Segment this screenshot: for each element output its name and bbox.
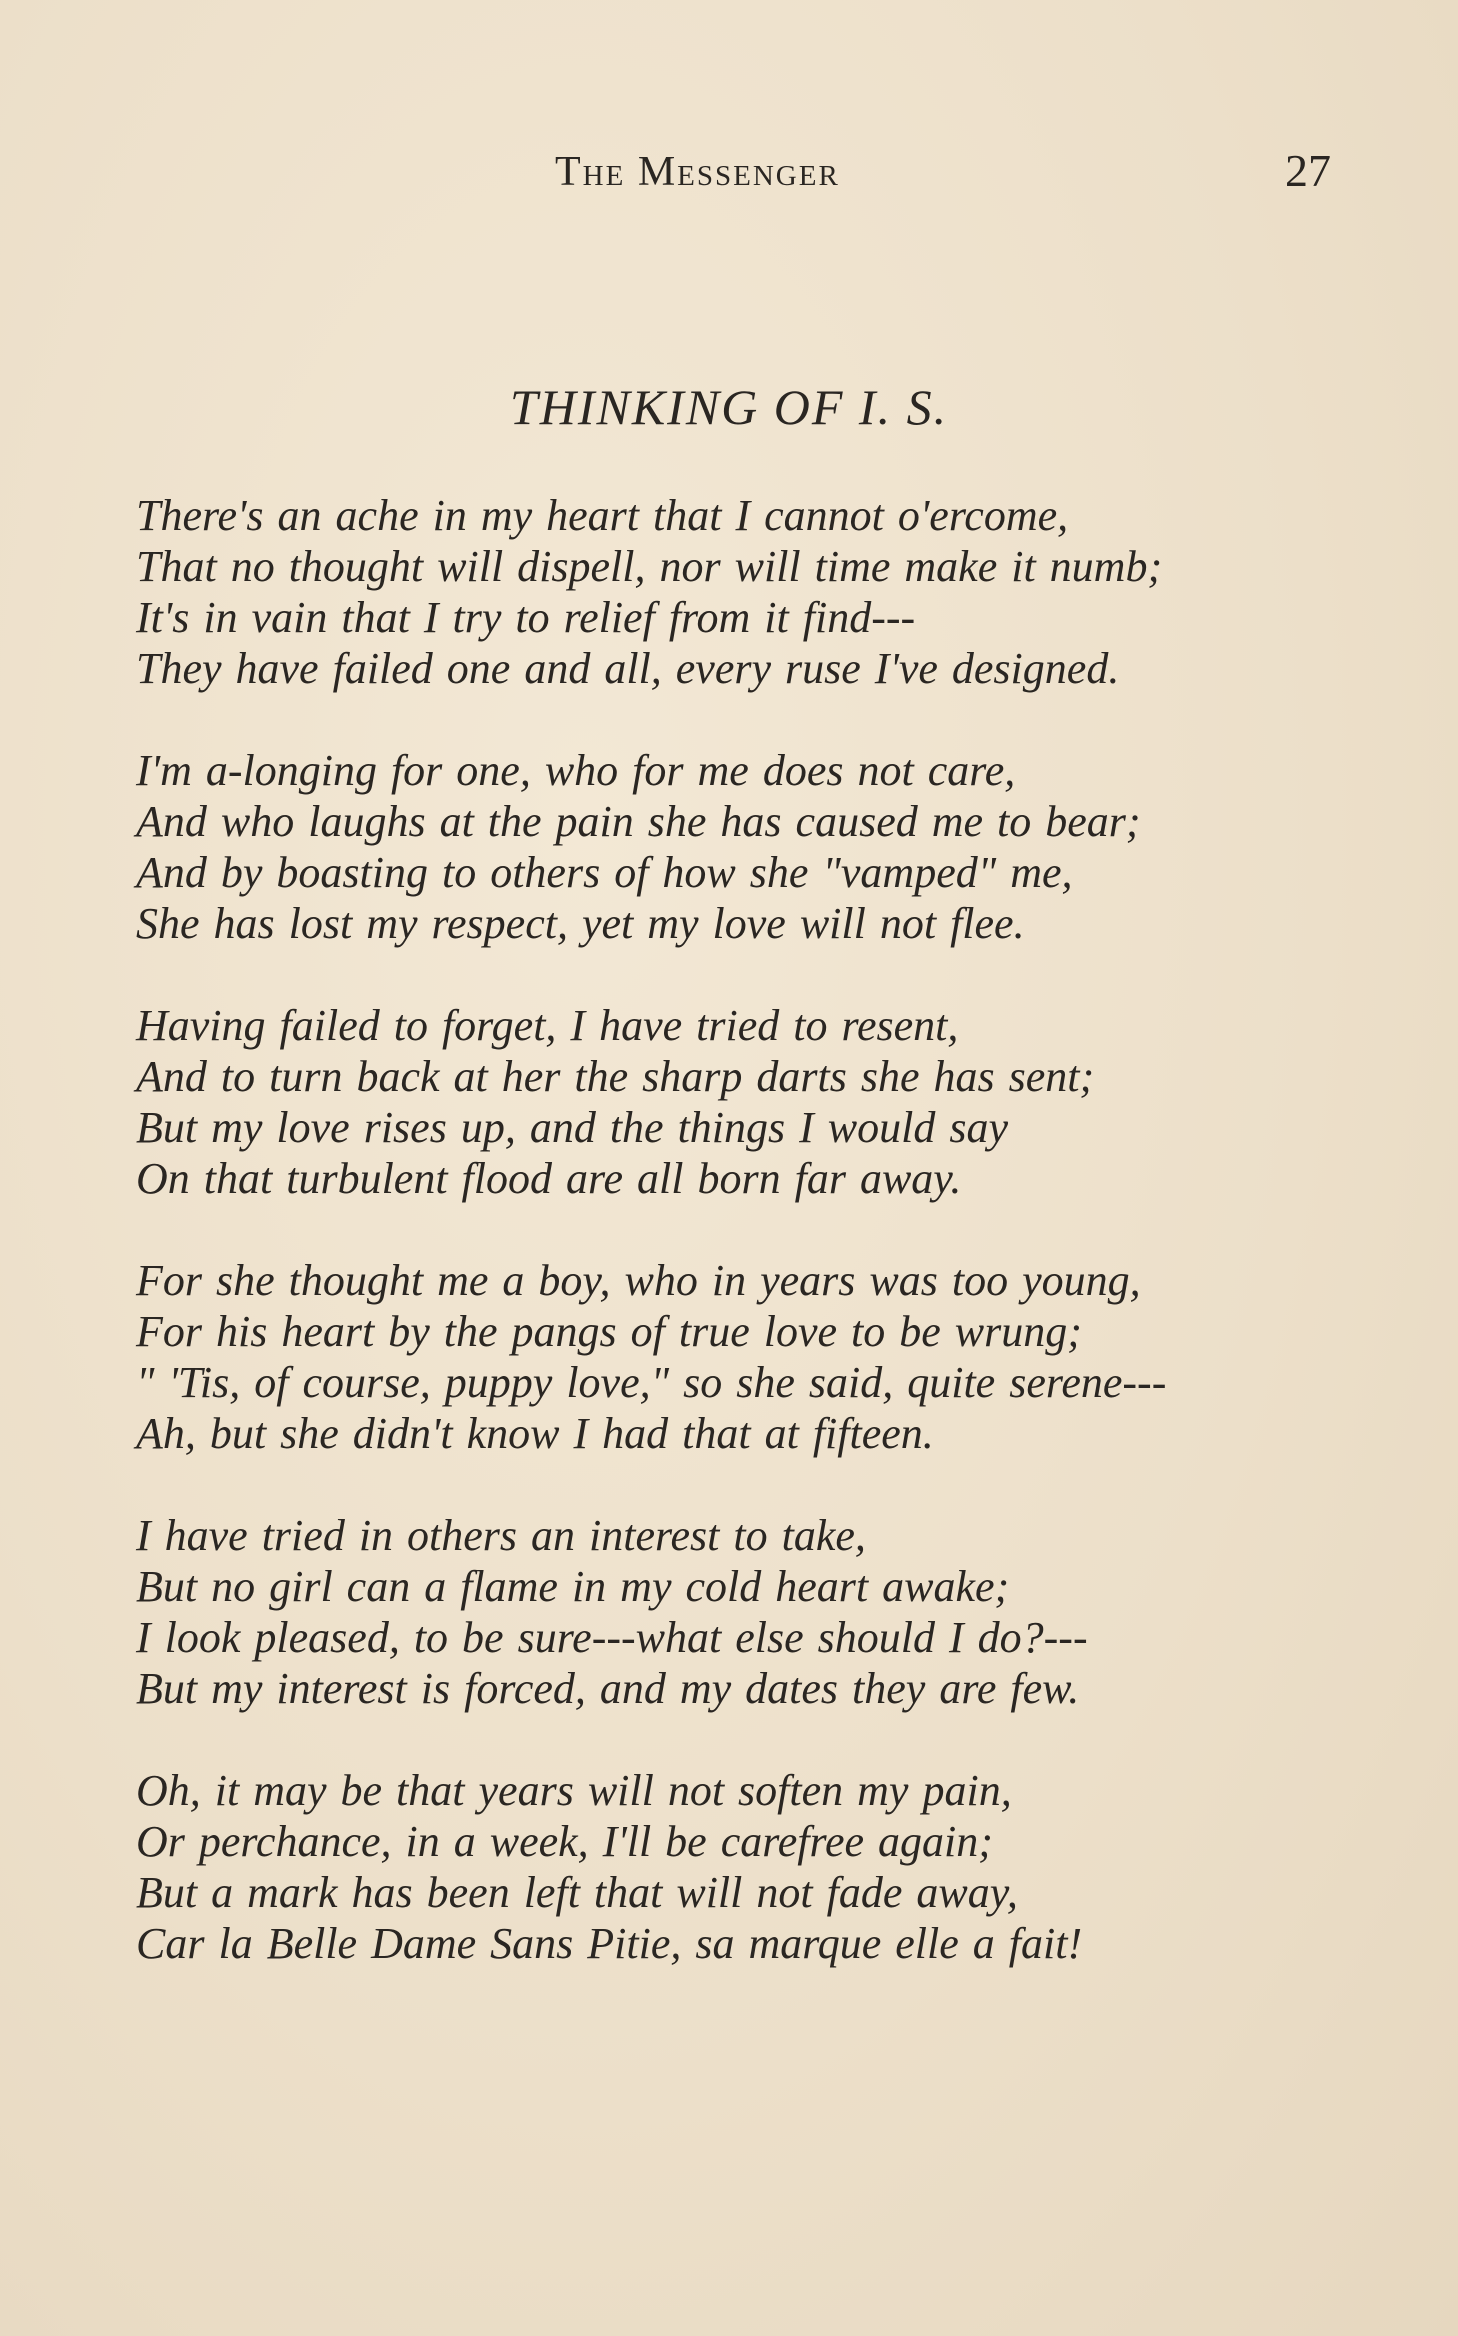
page-number: 27	[1285, 145, 1331, 196]
poem-line: Having failed to forget, I have tried to resent,	[136, 1001, 959, 1050]
poem-line: On that turbulent flood are all born far away.	[136, 1154, 962, 1203]
poem-line: I have tried in others an interest to take,	[136, 1511, 866, 1560]
poem-line: But no girl can a flame in my cold heart awake;	[136, 1562, 1010, 1611]
poem-line: I'm a-longing for one, who for me does not care,	[136, 746, 1016, 795]
stanza-4	[136, 1255, 1356, 1459]
poem-line: " 'Tis, of course, puppy love," so she said, quite serene---	[136, 1358, 1167, 1407]
poem-line: But my interest is forced, and my dates they are few.	[136, 1664, 1080, 1713]
poem-line: They have failed one and all, every ruse I've designed.	[136, 644, 1120, 693]
poem-line: She has lost my respect, yet my love will not flee.	[136, 899, 1025, 948]
poem-line: For she thought me a boy, who in years was too young,	[136, 1256, 1141, 1305]
poem-line: It's in vain that I try to relief from it find---	[136, 593, 916, 642]
poem-line: Or perchance, in a week, I'll be carefree again;	[136, 1817, 993, 1866]
poem-line: I look pleased, to be sure---what else should I do?---	[136, 1613, 1088, 1662]
stanza-3	[136, 1000, 1356, 1204]
poem-line: For his heart by the pangs of true love to be wrung;	[136, 1307, 1082, 1356]
poem-line: And who laughs at the pain she has caused me to bear;	[136, 797, 1141, 846]
poem-line: But my love rises up, and the things I would say	[136, 1103, 1009, 1152]
stanza-1	[136, 490, 1356, 694]
poem-line: There's an ache in my heart that I cannot o'ercome,	[136, 491, 1069, 540]
poem-body	[136, 490, 1356, 2020]
stanza-5	[136, 1510, 1356, 1714]
stanza-6	[136, 1765, 1356, 1969]
poem-line: Ah, but she didn't know I had that at fifteen.	[136, 1409, 934, 1458]
poem-line: And to turn back at her the sharp darts she has sent;	[136, 1052, 1095, 1101]
running-title: The Messenger	[555, 149, 840, 195]
poem-line: That no thought will dispell, nor will time make it numb;	[136, 542, 1163, 591]
poem-title: THINKING OF I. S.	[509, 379, 949, 435]
stanza-2	[136, 745, 1356, 949]
poem-line: Oh, it may be that years will not soften my pain,	[136, 1766, 1012, 1815]
poem-line: But a mark has been left that will not fade away,	[136, 1868, 1018, 1917]
poem-line: And by boasting to others of how she "vamped" me,	[136, 848, 1073, 897]
poem-line: Car la Belle Dame Sans Pitie, sa marque elle a fait!	[136, 1919, 1083, 1968]
running-head	[0, 145, 1458, 208]
